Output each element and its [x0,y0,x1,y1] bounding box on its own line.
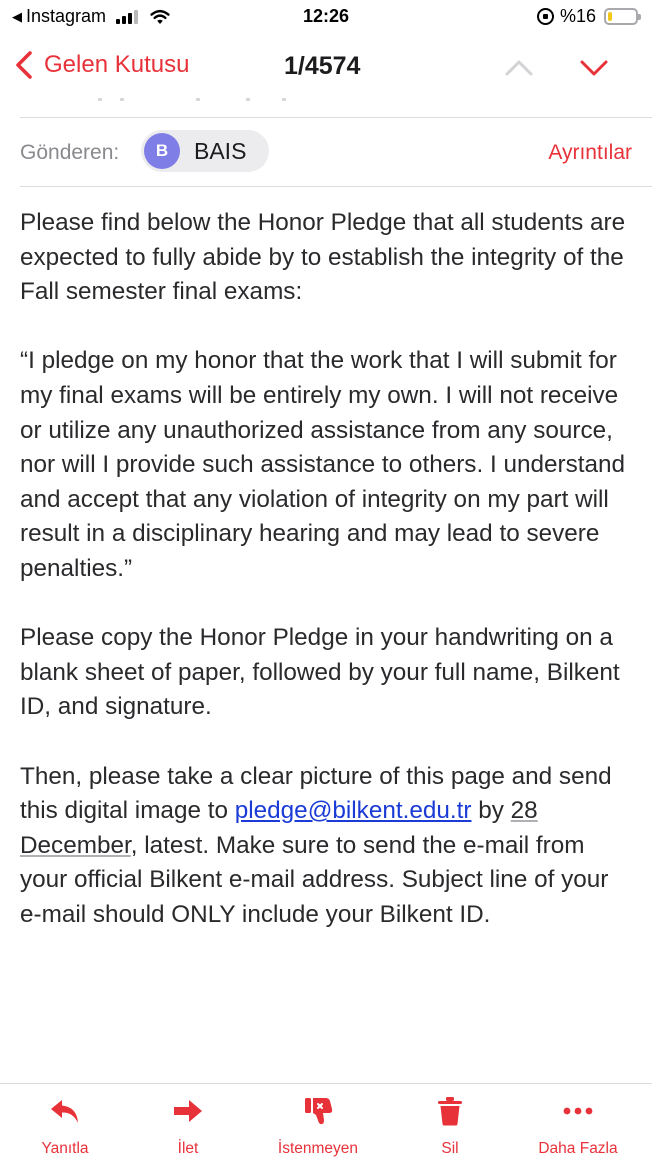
body-text: by [471,797,511,825]
junk-label: İstenmeyen [277,1140,359,1157]
status-bar [0,0,652,34]
body-text: , latest. Make sure to send the e-mail from your official Bilkent e-mail address. Subject line of your e-mail should ONLY include your Bilkent ID. [20,831,609,928]
inbox-back-button[interactable] [14,50,189,80]
reply-label: Yanıtla [41,1140,89,1157]
sender-label: Gönderen: [20,141,120,164]
divider [20,186,652,187]
mail-nav-bar [0,38,652,96]
sender-chip[interactable] [141,130,269,172]
forward-button[interactable] [170,1096,206,1158]
scrolled-header-remnant [20,96,300,104]
chevron-down-icon[interactable] [578,54,610,80]
back-to-app-icon: ◀ [12,8,22,24]
reply-icon [49,1096,81,1126]
divider [20,117,652,118]
forward-label: İlet [177,1140,199,1157]
sender-row [0,128,652,176]
back-app-label: Instagram [26,6,107,26]
junk-icon [302,1096,334,1126]
avatar: B [144,133,180,169]
sender-name: BAIS [194,138,247,164]
more-button[interactable] [534,1096,622,1158]
battery-percent: %16 [559,6,596,26]
battery-fill [608,12,612,21]
orientation-lock-icon [537,8,554,25]
junk-button[interactable] [273,1096,363,1158]
email-link[interactable]: pledge@bilkent.edu.tr [234,797,472,825]
mail-body [20,206,636,967]
honor-pledge-quote: “I pledge on my honor that the work that I will submit for my final exams will be entirely my own. I will not receive or utilize any unauthorized assistance from any source, nor will I provide such assistance to others. I understand and accept that any violation of integrity on my part will result in a disciplinary hearing and may lead to severe penalties.” [20,347,626,582]
bottom-toolbar [0,1084,652,1159]
body-text: Then, please take a clear picture of this page and send this digital image to [20,762,612,825]
reply-button[interactable] [36,1096,94,1158]
more-icon [562,1096,594,1126]
battery-icon [604,8,638,25]
body-paragraph: Please copy the Honor Pledge in your handwriting on a blank sheet of paper, followed by your full name, Bilkent ID, and signature. [20,624,620,721]
delete-button[interactable] [435,1096,465,1158]
inbox-back-label: Gelen Kutusu [44,51,190,78]
details-link[interactable]: Ayrıntılar [548,141,632,164]
delete-label: Sil [441,1140,459,1157]
body-paragraph [20,760,636,933]
status-right-group [537,6,638,27]
more-label: Daha Fazla [538,1140,618,1157]
status-time: 12:26 [302,6,350,26]
chevron-up-icon[interactable] [503,54,535,80]
forward-icon [172,1096,204,1126]
body-paragraph: Please find below the Honor Pledge that all students are expected to fully abide by to establish the integrity of the Fall semester final exams: [20,209,626,306]
trash-icon [436,1096,464,1126]
date-detector-link[interactable]: 28 December [20,797,538,859]
back-chevron-icon [14,50,34,80]
message-counter: 1/4574 [284,52,361,80]
